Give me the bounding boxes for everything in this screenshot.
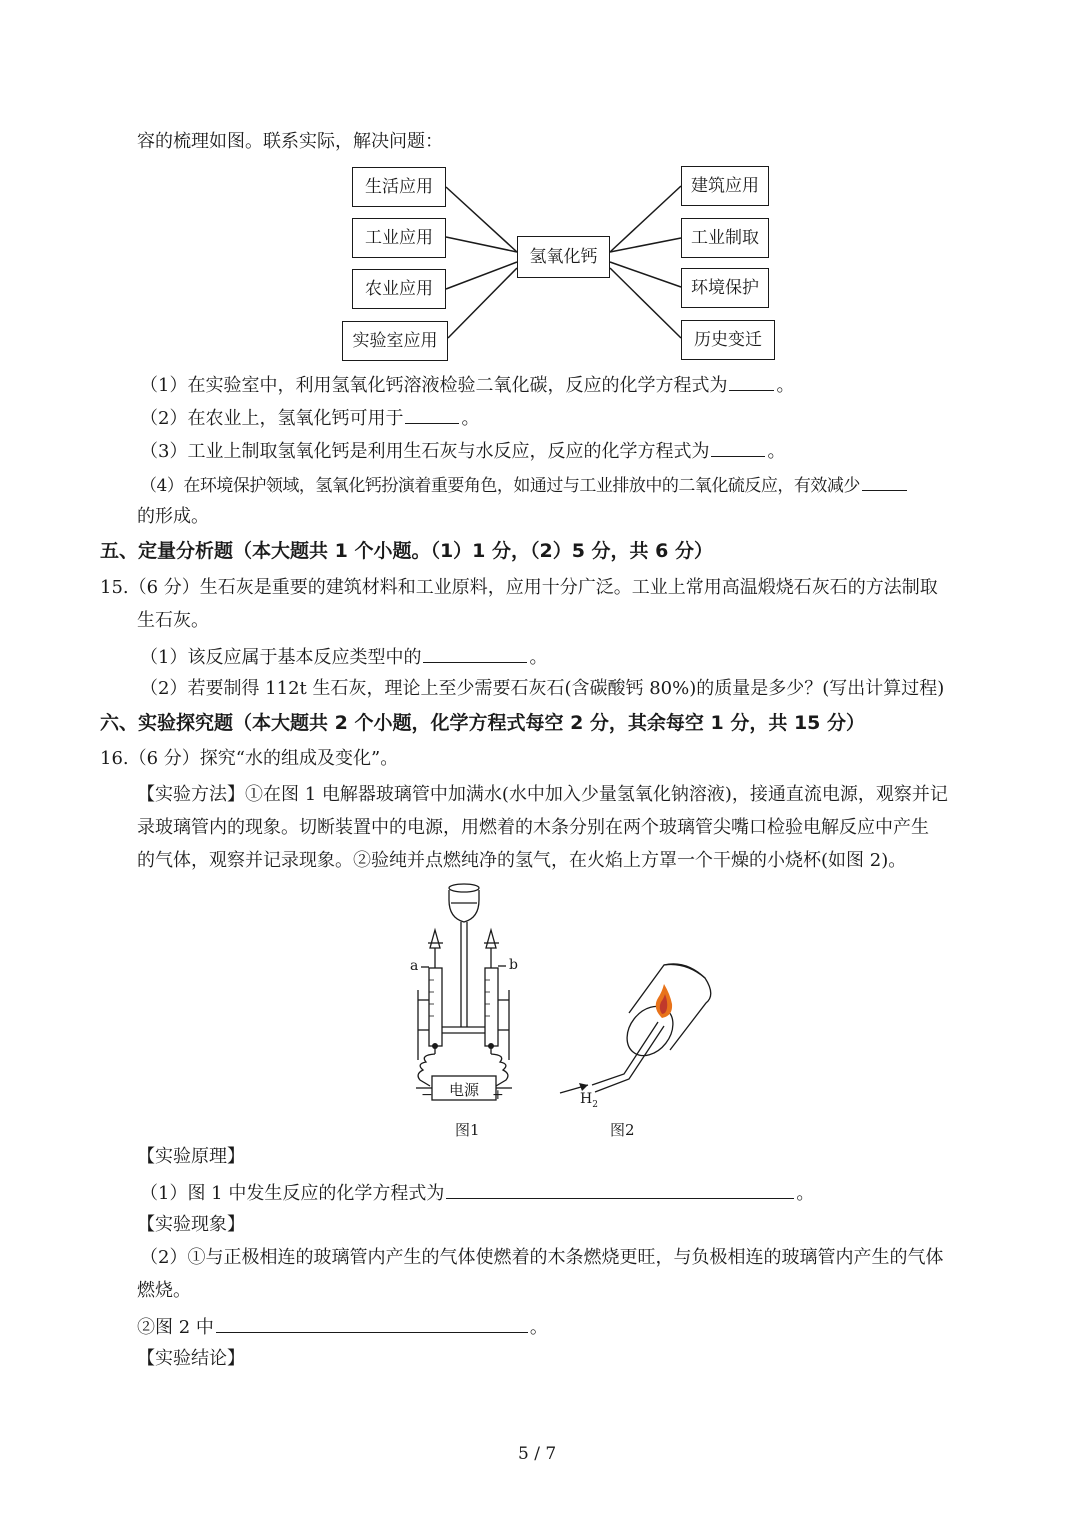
q16-method-line3: 的气体，观察并记录现象。②验纯并点燃纯净的氢气，在火焰上方罩一个干燥的小烧杯(如图 2)。 [137,850,907,871]
figure1-label-b: b [509,957,518,973]
q14-part4-cont: 的形成。 [137,506,209,527]
page-number: 5 / 7 [518,1444,557,1464]
q16-stem: 16.（6 分）探究“水的组成及变化”。 [100,748,399,769]
q16-method-line2: 录玻璃管内的现象。切断装置中的电源，用燃着的木条分别在两个玻璃管尖嘴口检验电解反应中产生 [137,817,929,838]
mindmap-center-node: 氢氧化钙 [517,236,610,278]
mindmap-node-history: 历史变迁 [681,320,775,360]
q16-part2-line2: 燃烧。 [137,1280,191,1301]
q16-conclusion-heading: 【实验结论】 [137,1348,245,1369]
q14-part3: （3）工业上制取氢氧化钙是利用生石灰与水反应，反应的化学方程式为 。 [140,438,785,464]
q16-part2-line1: （2）①与正极相连的玻璃管内产生的气体使燃着的木条燃烧更旺，与负极相连的玻璃管内产生的气体 [140,1247,944,1268]
q15-part1: （1）该反应属于基本反应类型中的 。 [140,644,547,670]
figure1-power-label: 电源 [449,1081,480,1099]
answer-blank[interactable] [216,1314,528,1333]
section6-title: 六、实验探究题（本大题共 2 个小题，化学方程式每空 2 分，其余每空 1 分，共 15 分） [100,712,866,734]
q15-stem-cont: 生石灰。 [137,610,209,631]
mindmap-node-environment: 环境保护 [681,268,769,308]
figure2-caption: 图2 [610,1121,635,1139]
q16-principle-heading: 【实验原理】 [137,1146,245,1167]
mindmap-node-industry: 工业应用 [352,218,446,258]
q16-part2-item2: ②图 2 中 。 [137,1314,548,1340]
q16-part1: （1）图 1 中发生反应的化学方程式为 。 [140,1180,814,1206]
figure1-minus-sign: − [421,1087,433,1103]
intro-text: 容的梳理如图。联系实际，解决问题： [137,131,443,152]
figure2-gas-label: $H_2$ [580,1091,598,1110]
figure1-plus-sign: + [492,1087,504,1103]
answer-blank[interactable] [446,1180,794,1199]
q14-part4: （4）在环境保护领域，氢氧化钙扮演着重要角色，如通过与工业排放中的二氧化硫反应，有效减少 [140,472,909,498]
mindmap-node-industrial-production: 工业制取 [681,218,769,258]
q14-part1: （1）在实验室中，利用氢氧化钙溶液检验二氧化碳，反应的化学方程式为 。 [140,372,794,398]
q15-stem: 15.（6 分）生石灰是重要的建筑材料和工业原料，应用十分广泛。工业上常用高温煅烧石灰石的方法制取 [100,577,938,598]
q16-method-line1: 【实验方法】①在图 1 电解器玻璃管中加满水(水中加入少量氢氧化钠溶液)，接通直流电源，观察并记 [137,784,948,805]
section5-title: 五、定量分析题（本大题共 1 个小题。（1）1 分，（2）5 分，共 6 分） [100,540,714,562]
mindmap-node-life: 生活应用 [352,167,446,207]
figure1-caption: 图1 [455,1121,480,1139]
mindmap-node-building: 建筑应用 [681,166,769,206]
mindmap-node-laboratory: 实验室应用 [342,321,448,361]
mindmap-node-agriculture: 农业应用 [352,269,446,309]
q15-part2: （2）若要制得 112t 生石灰，理论上至少需要石灰石(含碳酸钙 80%)的质量是多少？(写出计算过程) [140,678,945,699]
q14-part2: （2）在农业上，氢氧化钙可用于 。 [140,405,479,431]
q16-phenomenon-heading: 【实验现象】 [137,1214,245,1235]
figure1-label-a: a [410,958,419,974]
